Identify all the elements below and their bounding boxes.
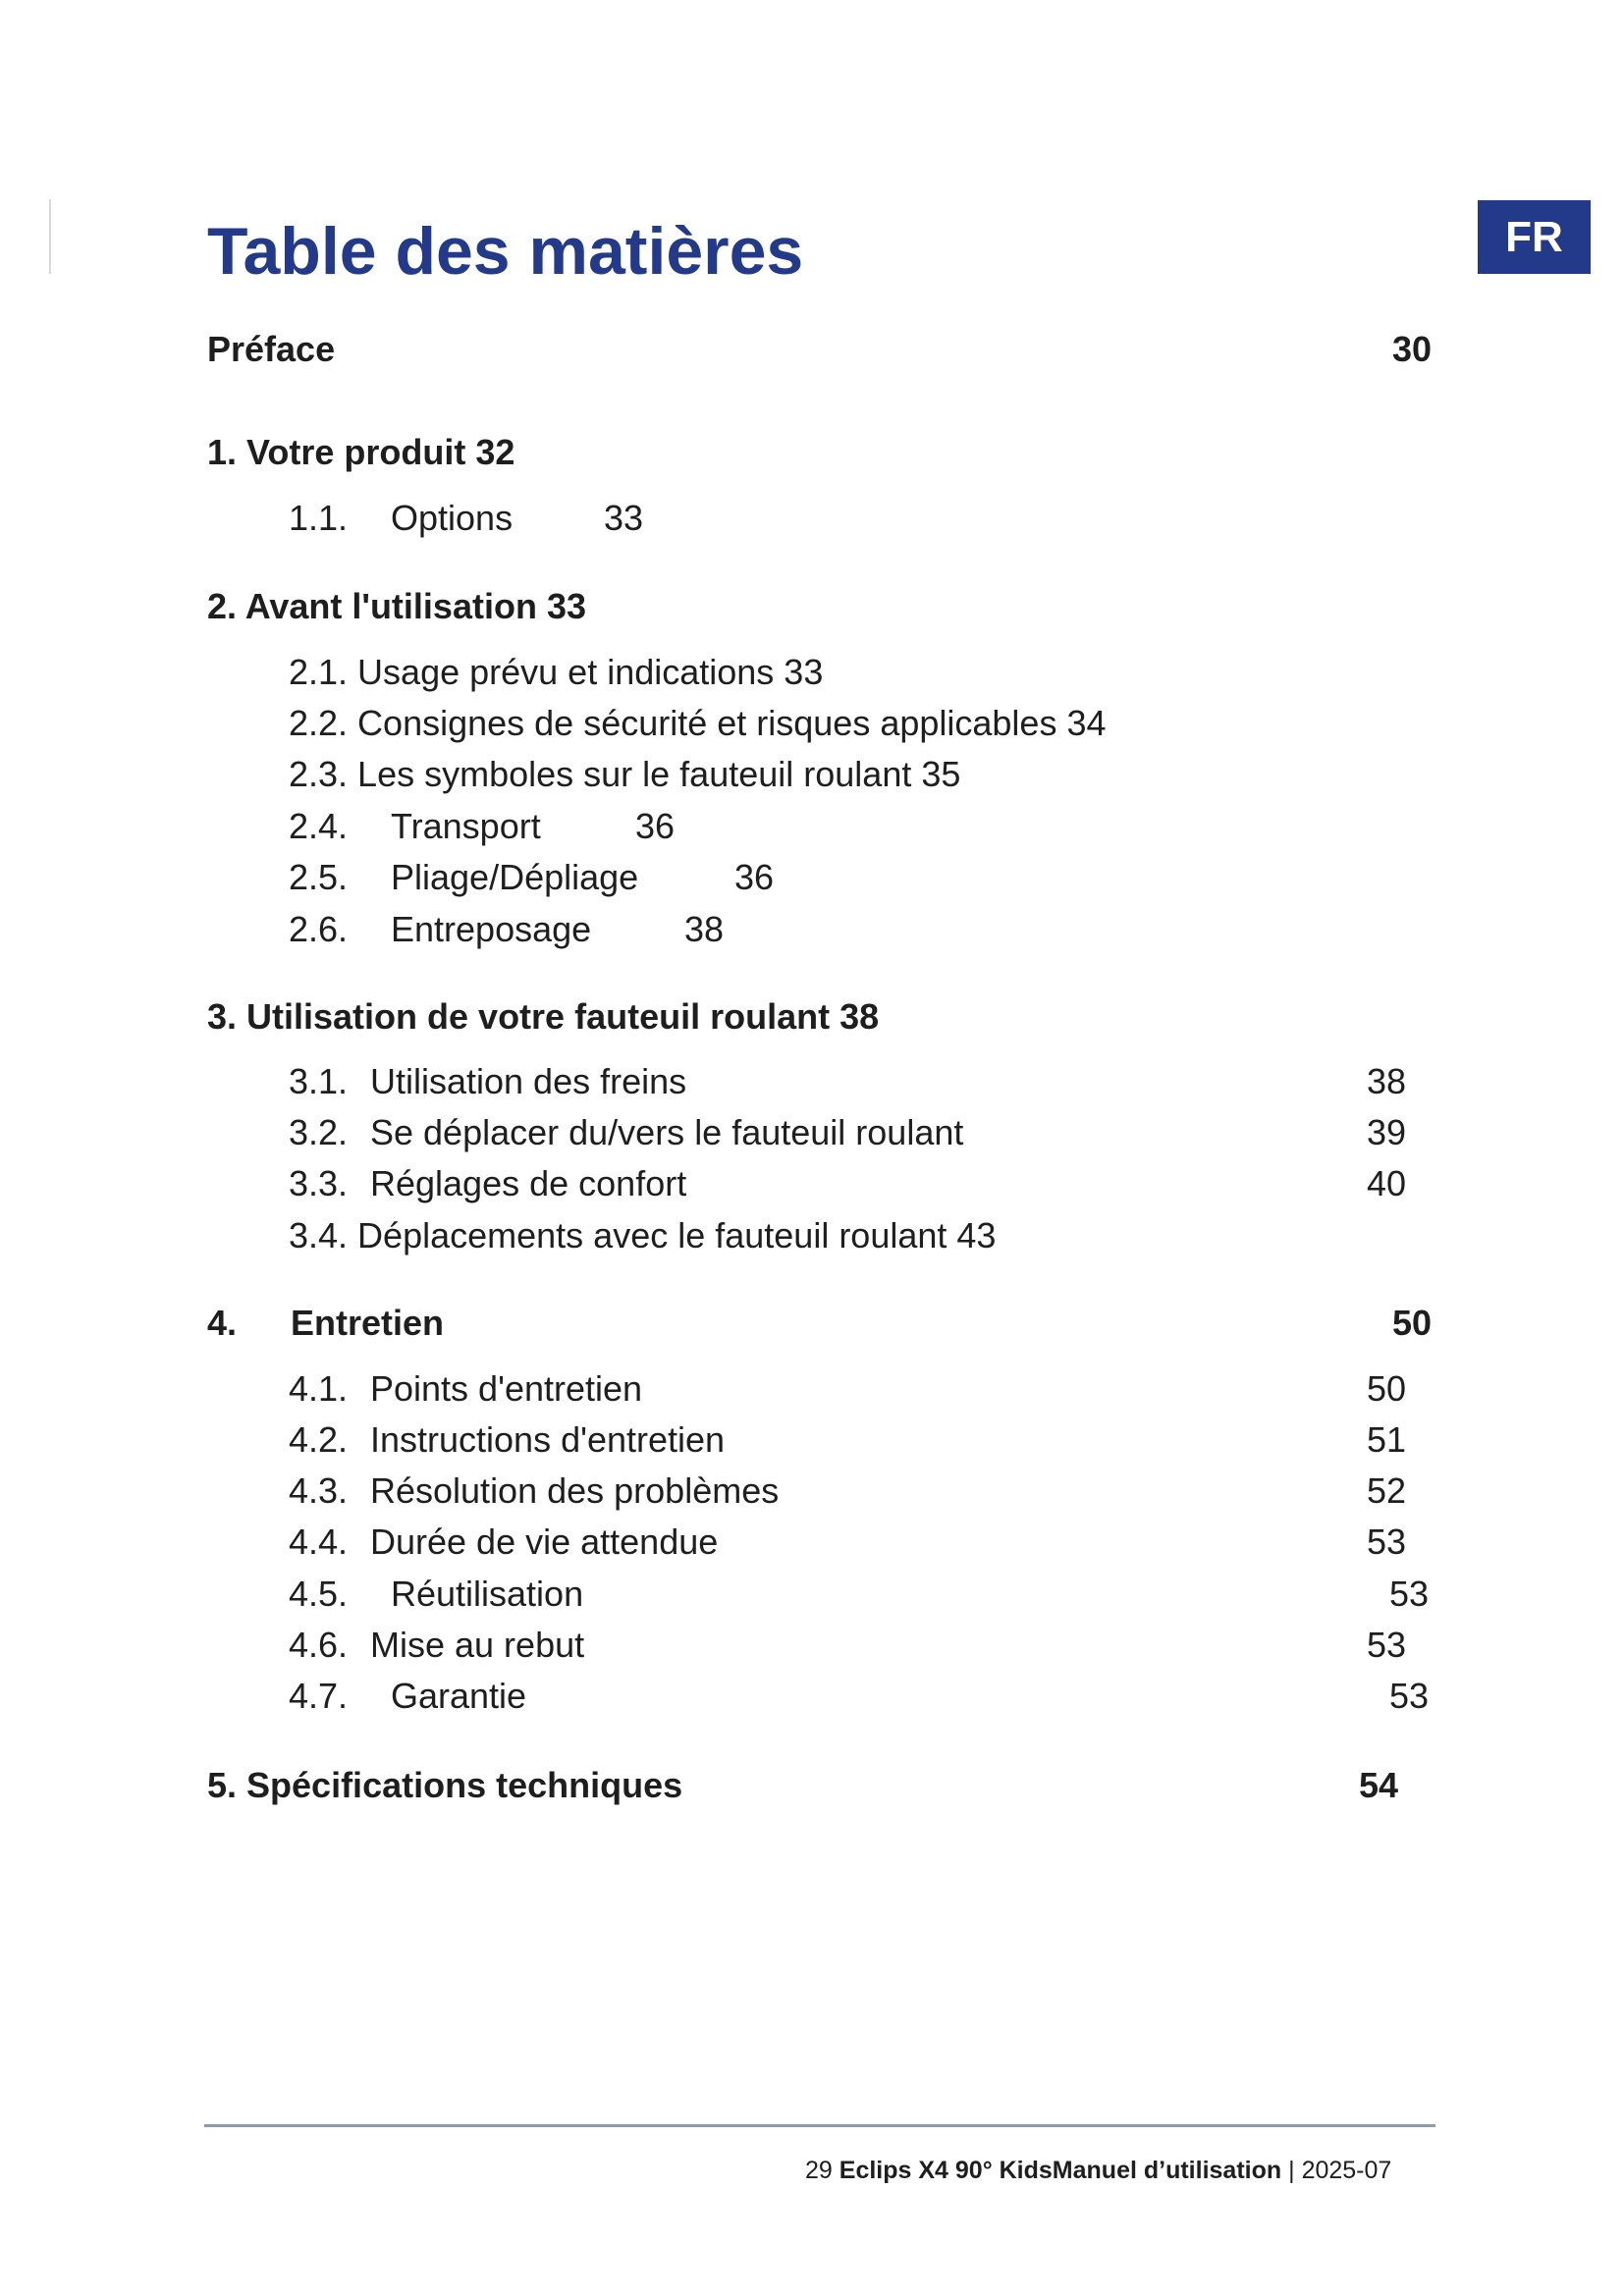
toc-item-label[interactable]: Options	[391, 498, 514, 538]
toc-item-page[interactable]: 40	[1367, 1163, 1407, 1203]
footer-rule	[204, 2124, 1435, 2127]
toc-section-4-number: 4.	[207, 1303, 238, 1343]
footer-product: Eclips X4 90° KidsManuel d’utilisation	[839, 2157, 1282, 2184]
toc-item-number: 2.4.	[289, 806, 349, 846]
toc-item-label[interactable]: Se déplacer du/vers le fauteuil roulant	[370, 1112, 964, 1152]
toc-item-number: 4.1.	[289, 1368, 349, 1409]
toc-section-3[interactable]: 3. Utilisation de votre fauteuil roulant 38	[207, 996, 880, 1037]
toc-item-page[interactable]: 39	[1367, 1112, 1407, 1152]
toc-item-number: 4.7.	[289, 1676, 349, 1716]
toc-item-page[interactable]: 36	[734, 857, 775, 897]
toc-item-number: 3.3.	[289, 1163, 349, 1203]
toc-item-label[interactable]: Résolution des problèmes	[370, 1470, 780, 1511]
toc-item-page[interactable]: 36	[635, 806, 676, 846]
toc-item-number: 3.1.	[289, 1061, 349, 1101]
footer-separator: |	[1288, 2157, 1295, 2184]
toc-item[interactable]: 2.1. Usage prévu et indications 33	[289, 652, 824, 692]
toc-item-page[interactable]: 52	[1367, 1470, 1407, 1511]
toc-item-label[interactable]: Pliage/Dépliage	[391, 857, 639, 897]
toc-item-number: 4.3.	[289, 1470, 349, 1511]
toc-preface-page[interactable]: 30	[1392, 329, 1433, 369]
toc-item-label[interactable]: Mise au rebut	[370, 1625, 585, 1665]
footer-date: 2025-07	[1301, 2157, 1392, 2184]
toc-item-page[interactable]: 38	[684, 909, 725, 949]
toc-item-number: 4.2.	[289, 1419, 349, 1460]
toc-item-label[interactable]: Entreposage	[391, 909, 592, 949]
toc-item-label[interactable]: Instructions d'entretien	[370, 1419, 726, 1460]
toc-item-page[interactable]: 53	[1367, 1625, 1407, 1665]
toc-section-4-page[interactable]: 50	[1392, 1303, 1433, 1343]
toc-item-label[interactable]: Transport	[391, 806, 541, 846]
toc-item-page[interactable]: 33	[604, 498, 644, 538]
toc-item-number: 2.5.	[289, 857, 349, 897]
toc-item-page[interactable]: 50	[1367, 1368, 1407, 1409]
toc-item-page[interactable]: 53	[1389, 1574, 1430, 1614]
toc-item-page[interactable]: 53	[1367, 1522, 1407, 1562]
toc-item-number: 4.5.	[289, 1574, 349, 1614]
margin-line	[49, 199, 51, 274]
toc-section-1[interactable]: 1. Votre produit 32	[207, 432, 515, 472]
toc-item[interactable]: 2.3. Les symboles sur le fauteuil roulant 35	[289, 754, 961, 794]
toc-item-label[interactable]: Durée de vie attendue	[370, 1522, 719, 1562]
toc-preface-label[interactable]: Préface	[207, 329, 336, 369]
toc-section-5-page[interactable]: 54	[1359, 1765, 1399, 1805]
toc-item-number: 3.2.	[289, 1112, 349, 1152]
toc-section-4[interactable]: Entretien	[291, 1303, 445, 1343]
toc-item-label[interactable]: Réglages de confort	[370, 1163, 687, 1203]
toc-item-label[interactable]: Utilisation des freins	[370, 1061, 687, 1101]
toc-item-number: 4.6.	[289, 1625, 349, 1665]
page-title: Table des matières	[207, 214, 804, 289]
toc-item-label[interactable]: Réutilisation	[391, 1574, 584, 1614]
toc-item-label[interactable]: Points d'entretien	[370, 1368, 643, 1409]
toc-item[interactable]: 2.2. Consignes de sécurité et risques applicables 34	[289, 703, 1107, 743]
toc-item-number: 1.1.	[289, 498, 349, 538]
language-badge: FR	[1478, 200, 1591, 274]
toc-item-page[interactable]: 53	[1389, 1676, 1430, 1716]
toc-item-label[interactable]: Garantie	[391, 1676, 527, 1716]
toc-item-page[interactable]: 38	[1367, 1061, 1407, 1101]
toc-section-5[interactable]: 5. Spécifications techniques	[207, 1765, 683, 1805]
toc-item-number: 2.6.	[289, 909, 349, 949]
footer-page-number: 29	[805, 2157, 833, 2184]
toc-item-number: 4.4.	[289, 1522, 349, 1562]
toc-section-2[interactable]: 2. Avant l'utilisation 33	[207, 586, 586, 626]
page-footer	[805, 2155, 1391, 2186]
toc-item-page[interactable]: 51	[1367, 1419, 1407, 1460]
toc-item[interactable]: 3.4. Déplacements avec le fauteuil roulant 43	[289, 1215, 997, 1255]
